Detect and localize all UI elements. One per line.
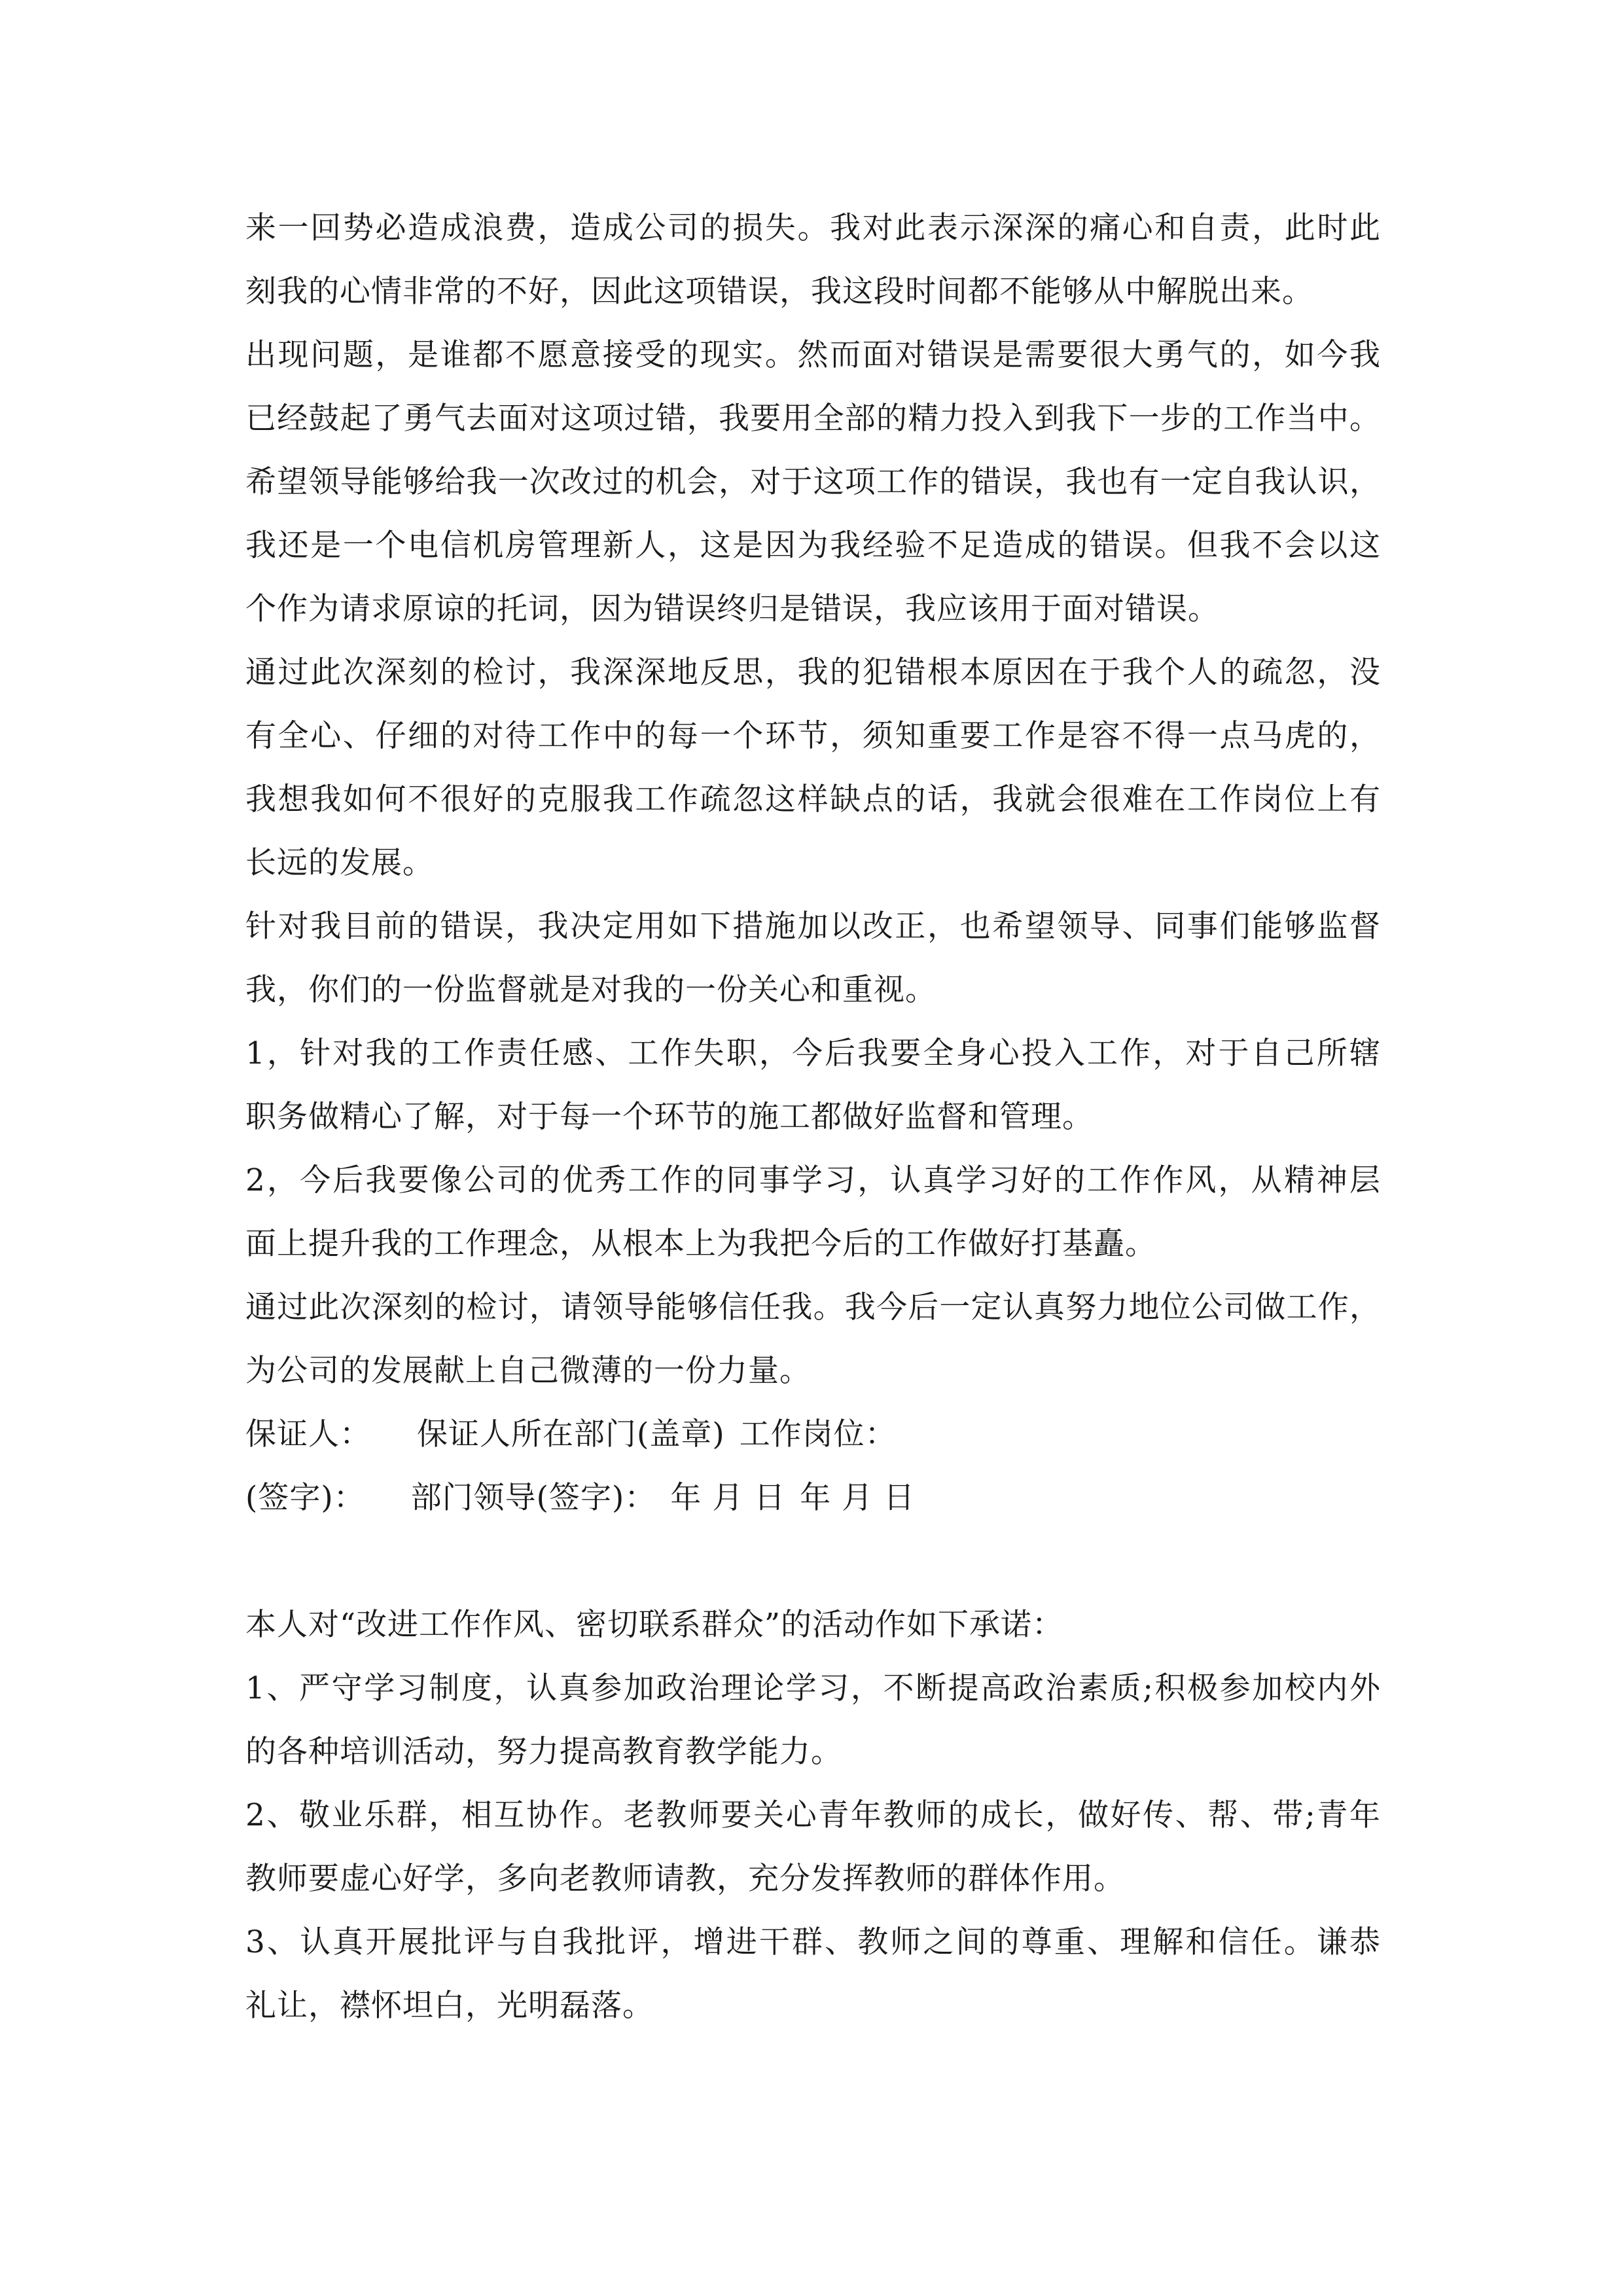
paragraph-line: 礼让，襟怀坦白，光明磊落。 bbox=[245, 1988, 654, 2024]
section-gap bbox=[245, 1530, 1381, 1593]
paragraph-line: 的各种培训活动，努力提高教育教学能力。 bbox=[245, 1734, 842, 1770]
department-seal-label: 保证人所在部门(盖章) bbox=[417, 1416, 725, 1452]
sign-label: (签字)： bbox=[245, 1480, 365, 1516]
paragraph-line: 我还是一个电信机房管理新人，这是因为我经验不足造成的错误。但我不会以这 bbox=[245, 528, 1381, 564]
paragraph-line: 针对我目前的错误，我决定用如下措施加以改正，也希望领导、同事们能够监督 bbox=[245, 908, 1381, 944]
paragraph-line: 刻我的心情非常的不好，因此这项错误，我这段时间都不能够从中解脱出来。 bbox=[245, 274, 1313, 310]
paragraph-line: 通过此次深刻的检讨，我深深地反思，我的犯错根本原因在于我个人的疏忽，没 bbox=[245, 655, 1381, 691]
paragraph-line: 3、认真开展批评与自我批评，增进干群、教师之间的尊重、理解和信任。谦恭 bbox=[245, 1924, 1381, 1960]
paragraph-line: 1、严守学习制度，认真参加政治理论学习，不断提高政治素质;积极参加校内外 bbox=[245, 1670, 1381, 1706]
paragraph-line: 我，你们的一份监督就是对我的一份关心和重视。 bbox=[245, 972, 936, 1008]
date-field: 年 月 日 bbox=[670, 1480, 786, 1516]
paragraph-line: 2、敬业乐群，相互协作。老教师要关心青年教师的成长，做好传、帮、带;青年 bbox=[245, 1797, 1381, 1833]
paragraph-line: 已经鼓起了勇气去面对这项过错，我要用全部的精力投入到我下一步的工作当中。 bbox=[245, 401, 1381, 437]
paragraph-line: 1，针对我的工作责任感、工作失职，今后我要全身心投入工作，对于自己所辖 bbox=[245, 1035, 1381, 1071]
document-body bbox=[245, 196, 1381, 2037]
paragraph-line: 本人对“改进工作作风、密切联系群众”的活动作如下承诺： bbox=[245, 1607, 1064, 1643]
paragraph-line: 来一回势必造成浪费，造成公司的损失。我对此表示深深的痛心和自责，此时此 bbox=[245, 210, 1381, 246]
paragraph-line: 通过此次深刻的检讨，请领导能够信任我。我今后一定认真努力地位公司做工作， bbox=[245, 1289, 1381, 1325]
paragraph-line: 长远的发展。 bbox=[245, 845, 434, 881]
post-label: 工作岗位： bbox=[739, 1416, 897, 1452]
paragraph-line: 我想我如何不很好的克服我工作疏忽这样缺点的话，我就会很难在工作岗位上有 bbox=[245, 781, 1381, 817]
paragraph-line: 有全心、仔细的对待工作中的每一个环节，须知重要工作是容不得一点马虎的， bbox=[245, 718, 1381, 754]
paragraph-line: 教师要虚心好学，多向老教师请教，充分发挥教师的群体作用。 bbox=[245, 1861, 1125, 1897]
date-field: 年 月 日 bbox=[800, 1480, 916, 1516]
paragraph-line: 职务做精心了解，对于每一个环节的施工都做好监督和管理。 bbox=[245, 1099, 1094, 1135]
paragraph-line: 出现问题，是谁都不愿意接受的现实。然而面对错误是需要很大勇气的，如今我 bbox=[245, 337, 1381, 373]
department-leader-sign-label: 部门领导(签字)： bbox=[410, 1480, 656, 1516]
paragraph-line: 2，今后我要像公司的优秀工作的同事学习，认真学习好的工作作风，从精神层 bbox=[245, 1162, 1381, 1198]
paragraph-line: 面上提升我的工作理念，从根本上为我把今后的工作做好打基矗。 bbox=[245, 1226, 1156, 1262]
signature-row-2 bbox=[245, 1466, 1381, 1530]
paragraph-line: 为公司的发展献上自己微薄的一份力量。 bbox=[245, 1353, 811, 1389]
paragraph-line: 个作为请求原谅的托词，因为错误终归是错误，我应该用于面对错误。 bbox=[245, 591, 1219, 627]
guarantor-label: 保证人： bbox=[245, 1416, 371, 1452]
paragraph-line: 希望领导能够给我一次改过的机会，对于这项工作的错误，我也有一定自我认识， bbox=[245, 464, 1381, 500]
signature-row-1 bbox=[245, 1403, 1381, 1466]
